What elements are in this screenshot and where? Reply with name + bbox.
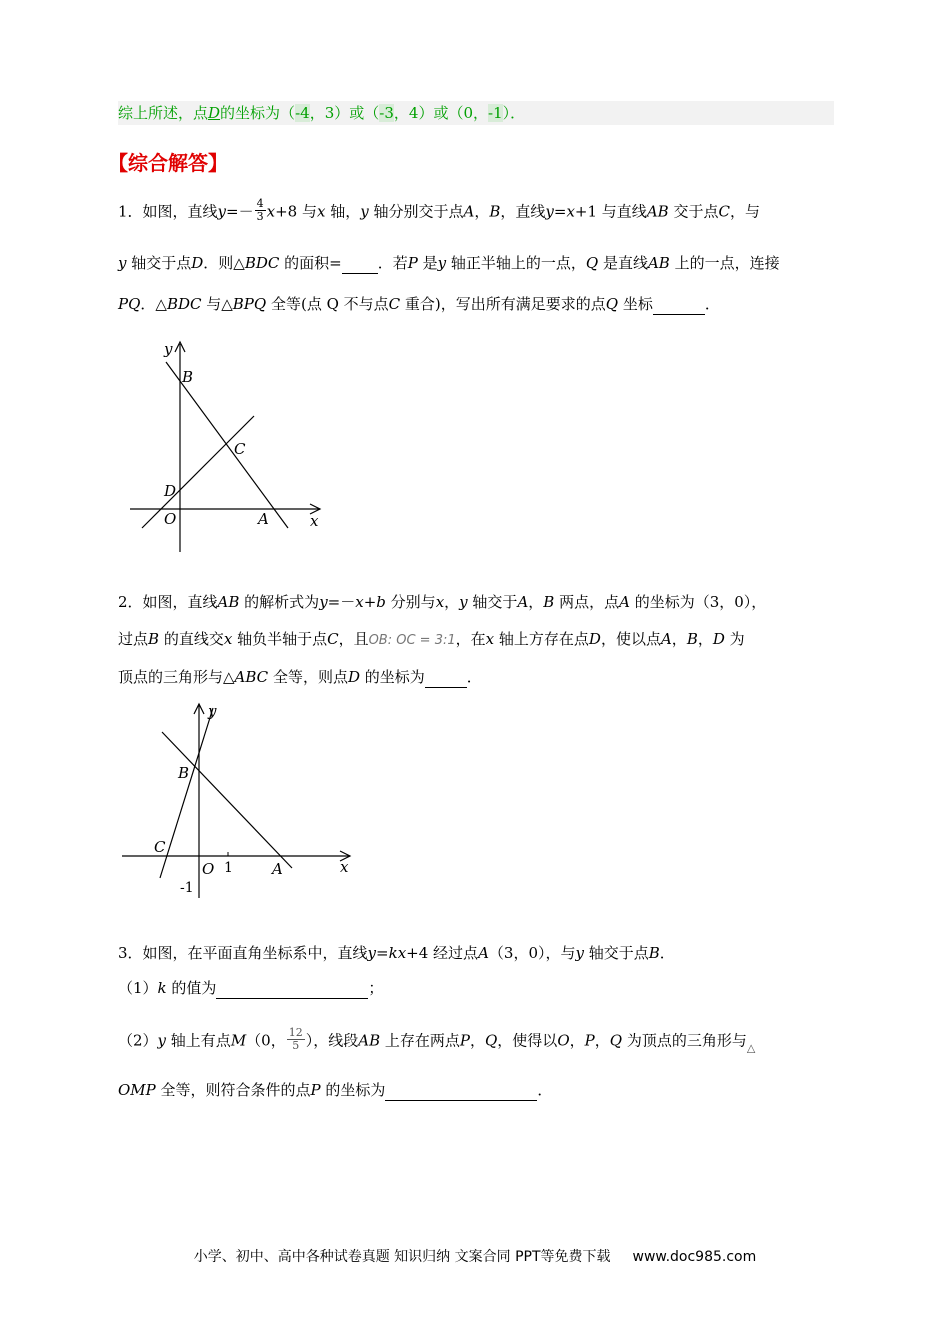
fraction-denominator: 5 (292, 1039, 300, 1052)
question-text: 全等，则点 (268, 668, 348, 686)
question-text: = (376, 944, 389, 962)
question-text: ，使得以 (497, 1031, 558, 1050)
question-text: k (157, 979, 167, 997)
q3-line-2 (118, 977, 383, 999)
label-one: 1 (224, 860, 233, 876)
question-text: A (478, 944, 489, 962)
question-text: P (459, 1031, 470, 1050)
question-text: 两点，点 (554, 593, 620, 611)
summary-text: 的坐标为（ (220, 104, 296, 122)
question-text: C (718, 202, 730, 221)
summary-value: -3 (379, 104, 394, 122)
question-text: M (230, 1031, 247, 1050)
question-text: y (575, 944, 584, 962)
question-text: x (223, 630, 233, 648)
question-text: B (686, 630, 698, 648)
label-x: x (310, 512, 319, 530)
question-text: AB (217, 593, 240, 611)
question-text: D (588, 630, 601, 648)
question-text: （1） (118, 979, 158, 997)
question-text: ； (368, 979, 384, 997)
question-text: y (217, 202, 227, 221)
question-text: B (543, 593, 555, 611)
summary-text: ）． (502, 104, 526, 122)
question-text: ． (537, 1081, 553, 1099)
question-text: C (388, 295, 401, 313)
question-text: 的解析式为 (239, 593, 320, 611)
q1-line-3 (118, 293, 720, 315)
summary-value: 3 (324, 104, 335, 122)
question-text: BPQ (232, 295, 267, 313)
question-text: △ (746, 1041, 756, 1055)
fraction-denominator: 3 (256, 210, 264, 223)
question-text: ，直线 (500, 202, 546, 221)
question-text: ． (466, 668, 482, 686)
question-text: 2．如图，直线 (118, 593, 218, 611)
question-text: ， (474, 202, 490, 221)
question-text: 轴负半轴于点 (232, 630, 328, 648)
question-text: =－ (226, 202, 254, 221)
figure-2 (118, 700, 358, 900)
question-text: y (545, 202, 554, 221)
label-c: C (154, 838, 166, 856)
answer-blank[interactable] (385, 1084, 537, 1101)
question-text: 全等，则符合条件的点 (155, 1081, 311, 1099)
question-text: 轴上方存在点 (494, 630, 589, 648)
label-b: B (182, 368, 194, 386)
question-text: ， (469, 1031, 485, 1050)
question-text: 的值为 (166, 979, 217, 997)
question-text: （2） (118, 1031, 158, 1050)
question-text: AB (358, 1031, 381, 1050)
question-text: Q (605, 295, 619, 313)
q1-line-1 (118, 197, 760, 225)
label-b: B (178, 764, 190, 782)
line-ab (162, 732, 292, 868)
question-text: A (619, 593, 630, 611)
question-text: 是 (417, 254, 438, 272)
label-o: O (202, 860, 215, 878)
question-text: 上的一点，连接 (669, 254, 780, 272)
question-text: D (191, 254, 204, 272)
question-text: 上存在两点 (380, 1031, 460, 1050)
q3-line-4 (118, 1079, 552, 1101)
question-text: 1．如图，直线 (118, 202, 218, 221)
answer-blank[interactable] (425, 671, 467, 688)
label-a: A (272, 860, 283, 878)
question-text: kx (388, 944, 407, 962)
question-text: x (435, 593, 445, 611)
figure-1-svg (120, 334, 340, 556)
label-d: D (164, 482, 177, 500)
label-minus-one: -1 (180, 880, 194, 896)
question-text: 轴交于点 (126, 254, 192, 272)
question-text: x (316, 202, 326, 221)
question-text: ， (444, 593, 460, 611)
question-text: = (553, 202, 567, 221)
figure-2-svg (118, 700, 358, 900)
line-bc (160, 708, 213, 878)
question-text: 是直线 (598, 254, 648, 272)
question-text: =－ (327, 593, 356, 611)
question-text: O (557, 1031, 570, 1050)
question-text: ，且 (338, 630, 369, 648)
question-text: +1 与直线 (574, 202, 647, 221)
question-text: x (485, 630, 495, 648)
q1-line-2 (118, 252, 780, 274)
question-text: A (660, 630, 672, 648)
line-dc (142, 416, 254, 528)
q3-line-3 (118, 1026, 756, 1060)
question-text: ，在 (455, 630, 486, 648)
question-text: Q (484, 1031, 498, 1050)
question-text: ， (594, 1031, 610, 1050)
question-text: 全等(点 Q 不与点 (266, 295, 389, 313)
summary-text: 综上所述，点 (118, 104, 209, 122)
label-y: y (208, 702, 217, 720)
question-text: 轴交于点 (583, 944, 649, 962)
question-text: P (407, 254, 418, 272)
question-text: 交于点 (668, 202, 719, 221)
question-text: P (584, 1031, 595, 1050)
summary-point-d: D (208, 104, 221, 122)
question-text: （0， (246, 1031, 286, 1050)
question-text: A (517, 593, 529, 611)
label-c: C (234, 440, 246, 458)
question-text: OMP (118, 1081, 156, 1099)
question-text: （3，0），与 (488, 944, 576, 962)
question-text: y (437, 254, 447, 272)
question-text: ），线段 (305, 1031, 359, 1050)
q2-line-3 (118, 666, 482, 688)
footer-text: 小学、初中、高中各种试卷真题 知识归纳 文案合同 PPT等免费下载 (193, 1249, 611, 1265)
question-text: 3．如图，在平面直角坐标系中，直线 (118, 944, 368, 962)
q3-fraction (287, 1027, 305, 1052)
question-text: ，使以点 (600, 630, 661, 648)
question-text: ．则△ (203, 254, 245, 272)
q3-line-1 (118, 942, 675, 964)
question-text: x (355, 593, 364, 611)
question-text: 的坐标为 (320, 1081, 386, 1099)
question-text: A (463, 202, 475, 221)
question-text: +8 与 (275, 202, 317, 221)
question-text: Q (609, 1031, 623, 1050)
question-text: 轴， (325, 202, 361, 221)
label-x: x (340, 858, 349, 876)
answer-blank[interactable] (653, 298, 705, 315)
question-text: AB (646, 202, 669, 221)
summary-text: ）或（ (418, 104, 464, 122)
question-text: ． (704, 295, 720, 313)
question-text: + (363, 593, 377, 611)
section-title: 【综合解答】 (108, 151, 228, 175)
summary-text: ， (309, 104, 325, 122)
summary-value: -4 (295, 104, 310, 122)
question-text: P (310, 1081, 321, 1099)
question-text: 重合)，写出所有满足要求的点 (400, 295, 606, 313)
ratio-expression: OB: OC = 3:1 (368, 633, 456, 648)
summary-text: ）或（ (334, 104, 380, 122)
summary-value: -1 (488, 104, 503, 122)
question-text: 为 (724, 630, 745, 648)
answer-blank[interactable] (342, 257, 378, 274)
question-text: y (319, 593, 328, 611)
question-text: B (648, 944, 660, 962)
question-text: +4 经过点 (406, 944, 479, 962)
question-text: D (347, 668, 360, 686)
footer-site-link[interactable]: www.doc985.com (632, 1249, 757, 1265)
question-text: 顶点的三角形与△ (118, 668, 235, 686)
footer (0, 1246, 950, 1266)
question-text: BDC (244, 254, 280, 272)
question-text: 的面积= (279, 254, 342, 272)
question-text: 与△ (201, 295, 233, 313)
question-text: ， (569, 1031, 585, 1050)
question-text: AB (647, 254, 670, 272)
question-text: x (266, 202, 276, 221)
figure-1 (120, 334, 340, 556)
question-text: BDC (166, 295, 202, 313)
line-ab (166, 362, 288, 528)
question-text: 的直线交 (159, 630, 224, 648)
question-text: Q (585, 254, 599, 272)
question-text: ．△ (140, 295, 167, 313)
question-text: b (376, 593, 386, 611)
answer-blank[interactable] (216, 982, 368, 999)
question-text: 轴交于 (467, 593, 518, 611)
label-y: y (164, 340, 173, 358)
question-text: D (712, 630, 725, 648)
fraction-numerator: 12 (288, 1026, 303, 1039)
label-o: O (164, 510, 177, 528)
q2-line-1 (118, 591, 766, 613)
summary-value: 4 (408, 104, 419, 122)
summary-line (118, 101, 834, 125)
question-text: x (566, 202, 575, 221)
q2-line-2 (118, 628, 745, 652)
question-text: ，与 (729, 202, 760, 221)
fraction-numerator: 4 (256, 197, 264, 210)
question-text: PQ (118, 295, 141, 313)
question-text: 的坐标为 (359, 668, 425, 686)
question-text: ， (671, 630, 687, 648)
question-text: 分别与 (385, 593, 436, 611)
question-text: 坐标 (618, 295, 653, 313)
summary-text: ， (393, 104, 409, 122)
question-text: 轴正半轴上的一点， (446, 254, 586, 272)
q1-fraction (255, 198, 266, 223)
question-text: y (118, 254, 127, 272)
question-text: B (489, 202, 501, 221)
question-text: 过点 (118, 630, 149, 648)
question-text: ， (697, 630, 713, 648)
question-text: y (360, 202, 369, 221)
question-text: B (148, 630, 160, 648)
question-text: ．若 (377, 254, 408, 272)
question-text: y (157, 1031, 167, 1050)
question-text: y (367, 944, 377, 962)
summary-value: 0 (463, 104, 474, 122)
question-text: y (459, 593, 468, 611)
question-text: C (327, 630, 339, 648)
question-text: ABC (234, 668, 269, 686)
question-text: 为顶点的三角形与 (622, 1031, 747, 1050)
summary-text: ， (473, 104, 489, 122)
question-text: 轴分别交于点 (368, 202, 464, 221)
question-text: 的坐标为（3，0）， (629, 593, 767, 611)
question-text: ． (659, 944, 675, 962)
question-text: ， (528, 593, 544, 611)
label-a: A (258, 510, 269, 528)
question-text: 轴上有点 (166, 1031, 231, 1050)
